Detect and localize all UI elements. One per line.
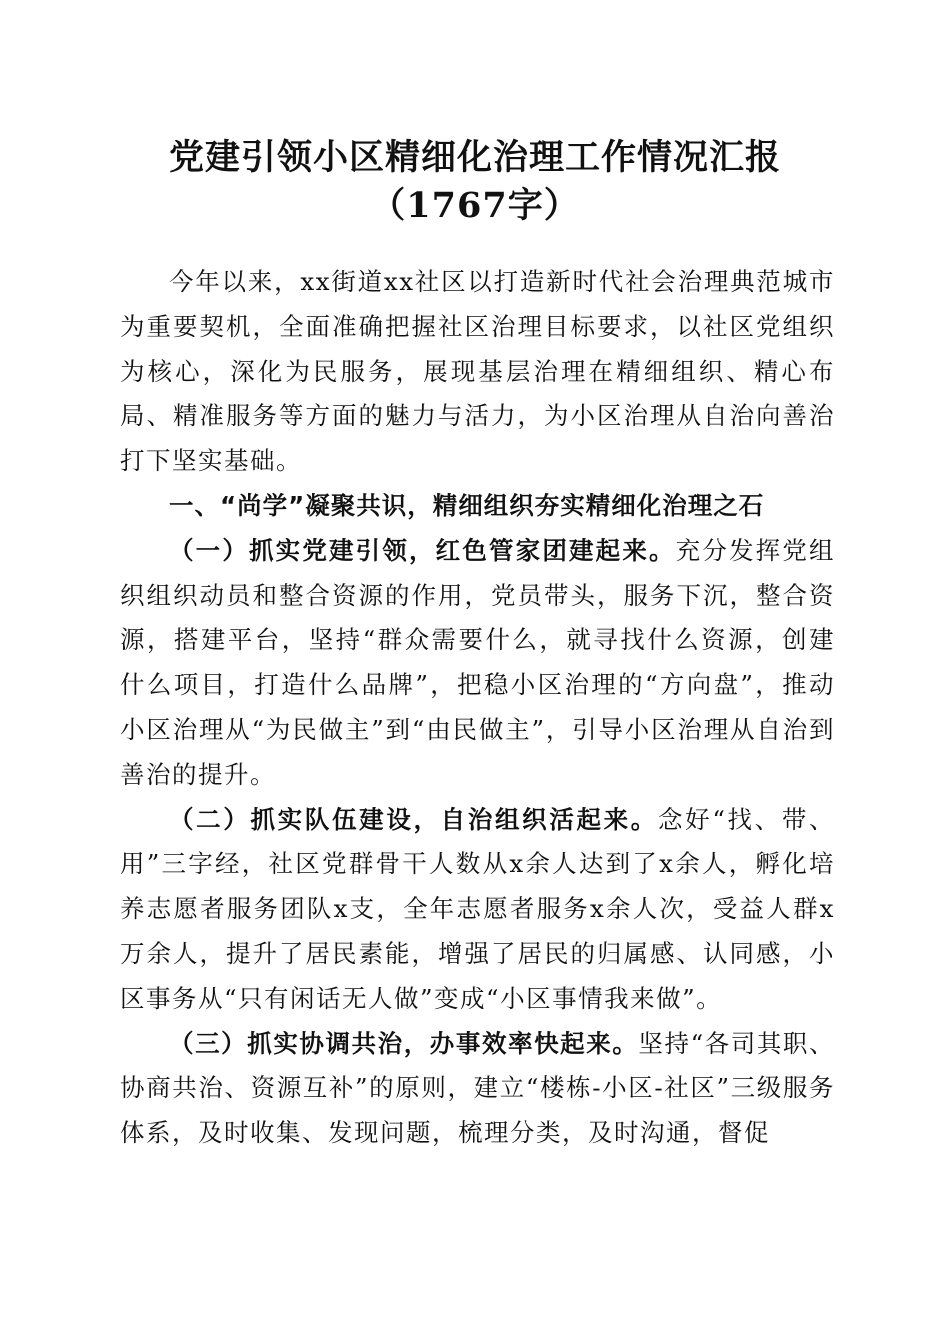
section-item-3	[120, 1022, 835, 1156]
item-2-text: 念好“找、带、用”三字经，社区党群骨干人数从x余人达到了x余人，孵化培养志愿者服务团队x支，全年志愿者服务x余人次，受益人群x万余人，提升了居民素能，增强了居民的归属感、认同感，小区事务从“只有闲话无人做”变成“小区事情我来做”。	[120, 804, 836, 1013]
item-1-text: 充分发挥党组织组织动员和整合资源的作用，党员带头，服务下沉，整合资源，搭建平台，坚持“群众需要什么，就寻找什么资源，创建什么项目，打造什么品牌”，把稳小区治理的“方向盘”，推动小区治理从“为民做主”到“由民做主”，引导小区治理从自治到善治的提升。	[120, 535, 836, 789]
item-3-text: 坚持“各司其职、协商共治、资源互补”的原则，建立“楼栋-小区-社区”三级服务体系，及时收集、发现问题，梳理分类，及时沟通，督促	[120, 1028, 835, 1148]
item-1-lead: （一）抓实党建引领，红色管家团建起来。	[169, 535, 676, 565]
section-item-1	[120, 529, 835, 798]
document-body	[120, 260, 835, 1156]
item-2-lead: （二）抓实队伍建设，自治组织活起来。	[169, 804, 658, 834]
item-3-lead: （三）抓实协调共治，办事效率快起来。	[169, 1028, 639, 1058]
section-heading: 一、“尚学”凝聚共识，精细组织夯实精细化治理之石	[169, 490, 765, 520]
document-title: 党建引领小区精细化治理工作情况汇报（1767字）	[168, 137, 781, 226]
section-item-2	[120, 798, 835, 1022]
intro-paragraph: 今年以来，xx街道xx社区以打造新时代社会治理典范城市为重要契机，全面准确把握社区治理目标要求，以社区党组织为核心，深化为民服务，展现基层治理在精细组织、精心布局、精准服务等方面的魅力与活力，为小区治理从自治向善治打下坚实基础。	[120, 267, 835, 476]
